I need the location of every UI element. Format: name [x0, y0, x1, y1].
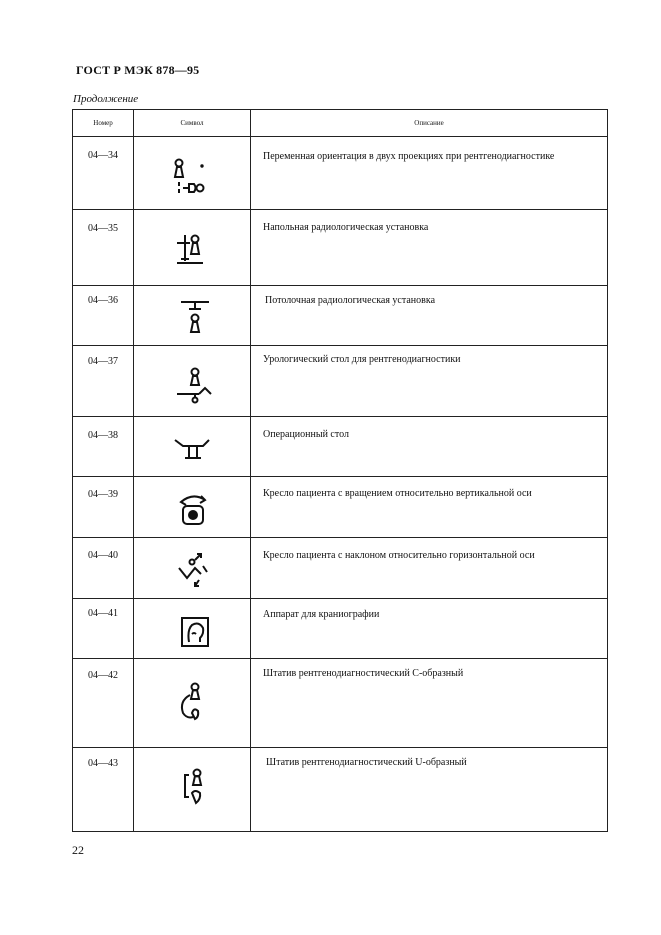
row-description: Потолочная радиологическая установка	[265, 295, 436, 306]
row-description: Напольная радиологическая установка	[263, 222, 429, 233]
row-divider	[73, 345, 607, 346]
row-divider	[73, 209, 607, 210]
chair-vertical-rotation-icon	[159, 486, 229, 542]
row-description: Штатив рентгенодиагностический U-образный	[266, 757, 467, 768]
u-arm-stand-icon	[159, 763, 229, 819]
row-number: 04—43	[88, 758, 118, 769]
row-description: Аппарат для краниографии	[263, 609, 380, 620]
row-divider	[73, 747, 607, 748]
header-divider	[73, 136, 607, 137]
floor-radiology-unit-icon	[159, 225, 229, 281]
continuation-label: Продолжение	[73, 93, 139, 105]
page-number: 22	[72, 843, 84, 857]
row-description: Кресло пациента с вращением относительно вертикальной оси	[263, 488, 532, 499]
ceiling-radiology-unit-icon	[159, 296, 229, 352]
row-description: Урологический стол для рентгенодиагностики	[263, 354, 461, 365]
symbols-table	[72, 109, 608, 832]
row-number: 04—39	[88, 489, 118, 500]
chair-horizontal-tilt-icon	[159, 544, 229, 600]
row-number: 04—38	[88, 430, 118, 441]
row-description: Штатив рентгенодиагностический С-образный	[263, 668, 464, 679]
c-arm-stand-icon	[159, 675, 229, 731]
header-number: Номер	[93, 119, 113, 127]
header-symbol: Символ	[180, 119, 204, 127]
column-divider	[250, 110, 251, 831]
row-divider	[73, 658, 607, 659]
row-divider	[73, 285, 607, 286]
row-description: Кресло пациента с наклоном относительно горизонтальной оси	[263, 550, 535, 561]
standard-title: ГОСТ Р МЭК 878—95	[76, 63, 200, 77]
row-number: 04—41	[88, 608, 118, 619]
row-divider	[73, 476, 607, 477]
row-divider	[73, 598, 607, 599]
row-description: Переменная ориентация в двух проекциях при рентгенодиагностике	[263, 151, 555, 162]
row-number: 04—37	[88, 356, 118, 367]
variable-orientation-icon	[159, 154, 229, 210]
row-divider	[73, 537, 607, 538]
row-number: 04—40	[88, 550, 118, 561]
row-number: 04—42	[88, 670, 118, 681]
row-divider	[73, 416, 607, 417]
urology-table-icon	[159, 362, 229, 418]
row-number: 04—34	[88, 150, 118, 161]
row-number: 04—36	[88, 295, 118, 306]
header-description: Описание	[414, 119, 444, 127]
row-description: Операционный стол	[263, 429, 349, 440]
column-divider	[133, 110, 134, 831]
row-number: 04—35	[88, 223, 118, 234]
